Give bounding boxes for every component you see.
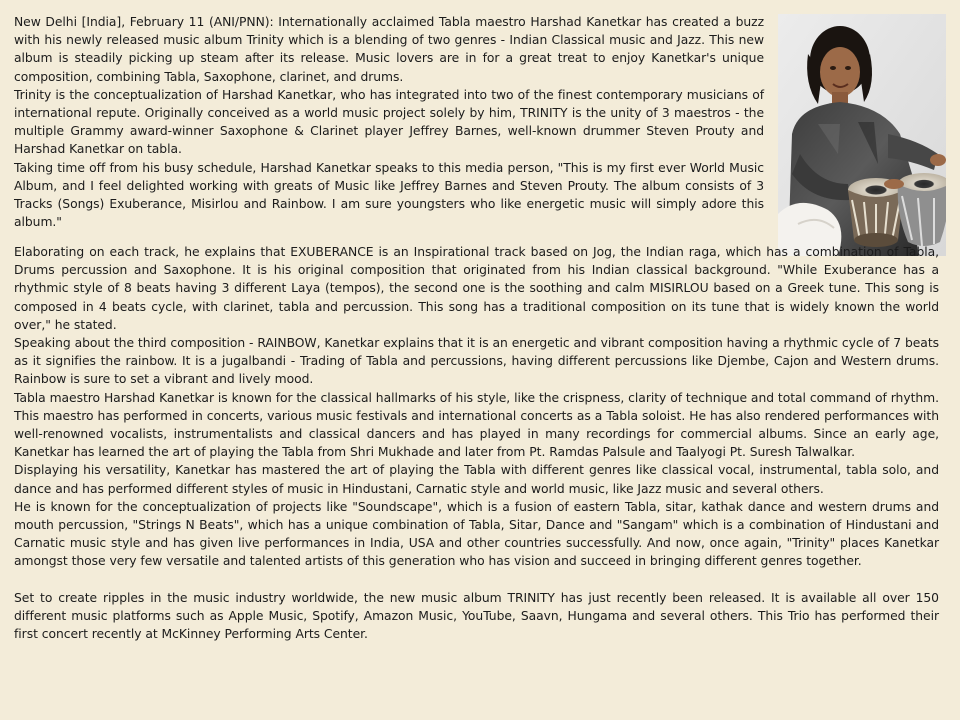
article-paragraph: Trinity is the conceptualization of Harshad Kanetkar, who has integrated into two of the finest contemporary musicians of international repute. Originally conceived as a world music project solely by him, TRINITY is the unity of 3 maestros - the multiple Grammy award-winner Saxophone & Clarinet player Jeffrey Barnes, well-known drummer Steven Prouty and Harshad Kanetkar on tabla. [14,87,764,157]
article-body-column [14,243,939,643]
article-paragraph: Displaying his versatility, Kanetkar has mastered the art of playing the Tabla with different genres like classical vocal, instrumental, tabla solo, and dance and has performed different styles of music in Hindustani, Carnatic style and world music, like Jazz music and several others. [14,463,939,496]
tabla-player-photo [778,14,946,256]
article-paragraph: Taking time off from his busy schedule, Harshad Kanetkar speaks to this media person, "This is my first ever World Music Album, and I feel delighted working with greats of Music like Jeffrey Barnes and Steven Prouty. The album consists of 3 Tracks (Songs) Exuberance, Misirlou and Rainbow. I am sure youngsters who like energetic music will simply adore this album." [14,160,764,230]
article-paragraph: New Delhi [India], February 11 (ANI/PNN): Internationally acclaimed Tabla maestro Harshad Kanetkar has created a buzz with his newly released music album Trinity which is a blending of two genres - Indian Classical music and Jazz. This new album is steadily picking up steam after its release. Music lovers are in for a great treat to enjoy Kanetkar's unique composition, combining Tabla, Saxophone, clarinet, and drums. [14,15,764,84]
article-paragraph: Speaking about the third composition - RAINBOW, Kanetkar explains that it is an energetic and vibrant composition having a rhythmic cycle of 7 beats as it signifies the rainbow. It is a jugalbandi - Trading of Tabla and percussions, having different percussions like Djembe, Cajon and Western drums. Rainbow is sure to set a vibrant and lively mood. [14,336,939,387]
article-paragraph: He is known for the conceptualization of projects like "Soundscape", which is a fusion of eastern Tabla, sitar, kathak dance and western drums and mouth percussion, "Strings N Beats", which has a unique combination of Tabla, Sitar, Dance and "Sangam" which is a combination of Hindustani and Carnatic music style and has given live performances in India, USA and other countries successfully. And now, once again, "Trinity" places Kanetkar amongst those very few versatile and talented artists of this generation who has vision and succeed in bringing different genres together. [14,499,939,569]
paragraph-spacer [14,571,939,589]
article-intro-column [14,13,764,231]
article-paragraph: Elaborating on each track, he explains that EXUBERANCE is an Inspirational track based on Jog, the Indian raga, which has a combination of Tabla, Drums percussion and Saxophone. It is his original composition that originated from his Indian classical background. "While Exuberance has a rhythmic style of 8 beats having 3 different Laya (tempos), the second one is the soothing and calm MISIRLOU based on a Greek tune. This song is composed in 4 beats cycle, with clarinet, tabla and percussion. This song has a traditional composition on its tune that is widely known the world over," he stated. [14,245,939,332]
article-paragraph: Tabla maestro Harshad Kanetkar is known for the classical hallmarks of his style, like the crispness, clarity of technique and total command of rhythm. This maestro has performed in concerts, various music festivals and international concerts as a Tabla soloist. He has also rendered performances with well-renowned vocalists, instrumentalists and classical dancers and has played in many recordings for commercial albums. Since an early age, Kanetkar has learned the art of playing the Tabla from Shri Mukhade and later from Pt. Ramdas Palsule and Taalyogi Pt. Suresh Talwalkar. [14,390,939,460]
article-closing-paragraph: Set to create ripples in the music industry worldwide, the new music album TRINITY has just recently been released. It is available all over 150 different music platforms such as Apple Music, Spotify, Amazon Music, YouTube, Saavn, Hungama and several others. This Trio has performed their first concert recently at McKinney Performing Arts Center. [14,590,939,642]
